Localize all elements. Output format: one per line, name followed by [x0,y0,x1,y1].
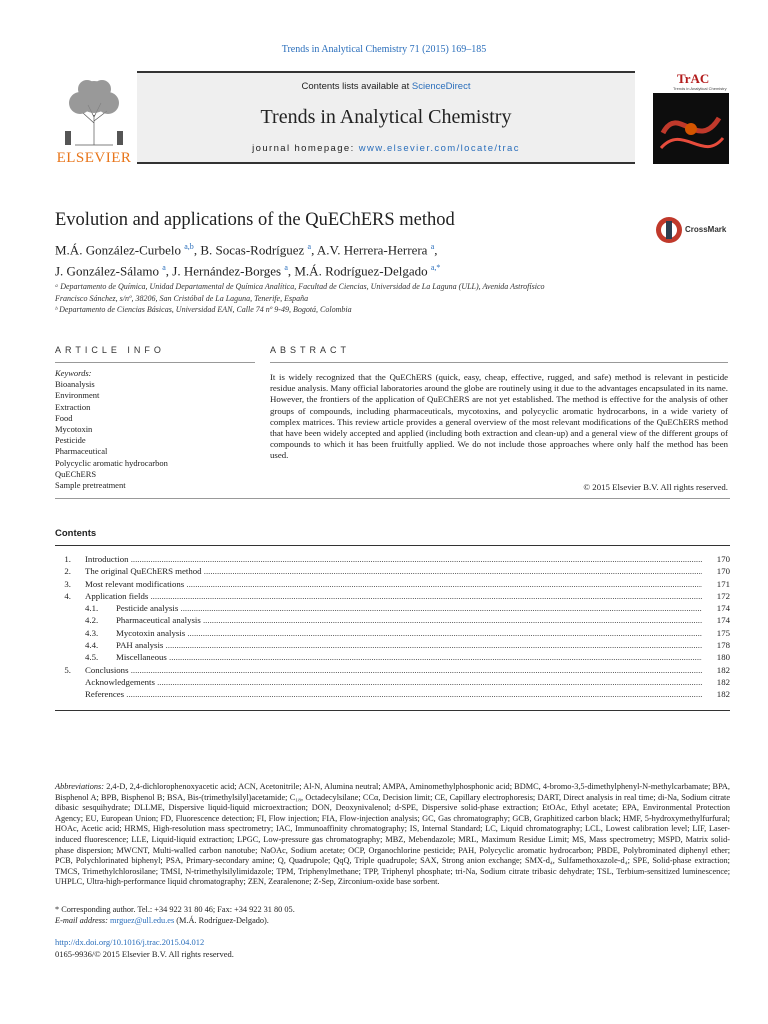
toc-number: 2. [64,566,71,577]
divider [55,710,730,711]
table-of-contents [55,553,730,701]
toc-label[interactable]: Introduction ..... [85,553,702,565]
toc-label[interactable]: Acknowledgements ..... [85,676,702,688]
affiliation-b: ᵇ Departamento de Ciencias Básicas, Universidad EAN, Calle 74 nº 9-49, Bogotá, Colombia [55,305,352,314]
elsevier-logo[interactable] [55,75,133,166]
toc-page: 170 [704,565,730,577]
toc-number: 3. [64,578,71,589]
homepage-link[interactable]: www.elsevier.com/locate/trac [358,143,520,154]
toc-entry[interactable] [55,590,730,602]
author-affil-mark[interactable]: a [162,263,166,273]
cover-subtitle: Trends in Analytical Chemistry [673,86,727,91]
keyword: Environment [55,390,100,401]
author-list [55,238,655,281]
toc-entry[interactable] [55,602,730,614]
author-name[interactable]: J. González-Sálamo [55,263,163,279]
crossmark-badge[interactable] [655,215,730,245]
keyword: Sample pretreatment [55,480,126,491]
issn-copyright: 0165-9936/© 2015 Elsevier B.V. All rights reserved. [55,949,234,959]
toc-number: 5. [64,664,71,675]
masthead-center [137,71,635,164]
toc-label[interactable] [85,639,702,651]
toc-label-text: Mycotoxin analysis [116,627,186,638]
affiliation-a-line1: ᵃ Departamento de Química, Unidad Departamental de Química Analítica, Facultad de Ciencias, Universidad de La Laguna (ULL), Avenida Astrofísico [55,282,545,291]
author-name[interactable]: , A.V. Herrera-Herrera [311,242,431,258]
toc-page: 172 [704,590,730,602]
abbreviations-footnote [55,782,730,888]
email-note [55,916,730,927]
sciencedirect-link[interactable]: ScienceDirect [411,81,471,92]
toc-page: 182 [704,688,730,700]
journal-title: Trends in Analytical Chemistry [260,106,512,128]
toc-page: 171 [704,578,730,590]
keyword: Extraction [55,401,91,412]
journal-homepage [137,143,635,154]
toc-page: 178 [704,639,730,651]
toc-entry[interactable] [55,688,730,700]
toc-entry[interactable] [55,627,730,639]
author-affil-mark[interactable]: a,b [184,242,194,251]
toc-label[interactable]: Application fields ..... [85,590,702,602]
toc-number: 4. [64,590,71,601]
journal-cover-image[interactable] [653,71,729,164]
author-name[interactable]: , M.Á. Rodríguez-Delgado [287,263,431,279]
toc-entry[interactable] [55,553,730,565]
contents-heading: Contents [55,528,97,539]
toc-subnumber: 4.5. [85,652,99,663]
toc-entry[interactable] [55,578,730,590]
toc-label[interactable] [85,627,702,639]
toc-entry[interactable] [55,639,730,651]
toc-entry[interactable] [55,651,730,663]
author-separator: , [434,242,438,258]
divider [55,498,730,499]
toc-label[interactable] [85,602,702,614]
toc-label[interactable]: References ..... [85,688,702,700]
publisher-name: ELSEVIER [56,150,132,166]
toc-label[interactable] [85,651,702,663]
toc-entry[interactable] [55,565,730,577]
abbreviations-label: Abbreviations: [55,782,105,791]
crossmark-icon [655,215,683,245]
abstract-heading: ABSTRACT [270,345,351,355]
keywords-label: Keywords: [55,368,92,378]
toc-label-text: PAH analysis [116,640,164,651]
author-name[interactable]: M.Á. González-Curbelo [55,242,185,258]
author-name[interactable]: , J. Hernández-Borges [165,263,285,279]
email-link[interactable]: mrguez@ull.edu.es [110,916,175,925]
doi-link[interactable]: http://dx.doi.org/10.1016/j.trac.2015.04.012 [55,937,205,947]
toc-label-text: Pesticide analysis [116,603,179,614]
email-suffix: (M.Á. Rodríguez-Delgado). [174,916,269,925]
affiliation-a-line2: Francisco Sánchez, s/nº, 38206, San Cristóbal de La Laguna, Tenerife, España [55,293,309,303]
abstract-copyright: © 2015 Elsevier B.V. All rights reserved. [583,482,728,492]
toc-page: 174 [704,602,730,614]
homepage-prefix: journal homepage: [252,143,359,154]
toc-subnumber: 4.2. [85,615,99,626]
author-affil-mark[interactable]: a,* [430,263,441,273]
author-affil-mark[interactable]: a [284,263,288,273]
abstract-text: It is widely recognized that the QuEChERS (quick, easy, cheap, effective, rugged, and safe) method is relevant in pesticide residue analysis. Many official laboratories around the globe are routinely using it due to the advantages encapsulated in its name. However, the frontiers of the application of QuEChERS are not yet established. The method is effective for the analysis of other groups of compounds, including pharmaceuticals, mycotoxins, and polycyclic aromatic hydrocarbons, in a wide variety of complex matrices. This review article provides a general overview of the most relevant modifications of the QuEChERS method that have been widely accepted and applied (including both extraction and clean-up) and a general view of the different groups of compounds to which it has been fruitfully applied. We do not include those approaches where only half the method has been used. [270,372,728,461]
contents-available [137,81,635,92]
divider [270,362,728,363]
divider [55,545,730,546]
toc-number: 1. [64,554,71,564]
toc-page: 182 [704,664,730,676]
keywords-list [55,368,255,491]
keyword: Bioanalysis [55,379,95,390]
journal-masthead [55,71,730,164]
toc-label[interactable]: Most relevant modifications ..... [85,578,702,590]
toc-label[interactable]: Conclusions ..... [85,664,702,676]
toc-entry[interactable] [55,614,730,626]
toc-subnumber: 4.4. [85,640,99,651]
authors-line-1 [55,238,655,259]
authors-line-2 [55,259,655,280]
keyword: QuEChERS [55,468,97,479]
affiliations [55,281,735,316]
toc-entry[interactable] [55,676,730,688]
journal-citation[interactable]: Trends in Analytical Chemistry 71 (2015) 169–185 [281,44,487,55]
cover-art-icon [653,93,729,164]
toc-page: 174 [704,614,730,626]
article-title: Evolution and applications of the QuEChERS method [55,210,455,230]
toc-label-text: Pharmaceutical analysis [116,615,201,626]
crossmark-label: CrossMark [685,225,727,234]
divider [55,362,255,363]
author-affil-mark[interactable]: a [307,242,312,251]
toc-entry[interactable] [55,664,730,676]
email-label: E-mail address: [55,916,108,925]
author-name[interactable]: , B. Socas-Rodríguez [193,242,308,258]
abbreviations-text: 2,4-D, 2,4-dichlorophenoxyacetic acid; ACN, Acetonitrile; Al-N, Alumina neutral; AMPA, Aminomethylphosphonic acid; BDMC, 4-bromo-3,5-dimethylphenyl-N-methylcarbamate; BPA, Bisphenol A; BPB, Bisphenol B; BSA, Bis-(trimethylsilyl)acetamide; C₁₈, Octadecylsilane; CCα, Decision limit; CE, Capillary electrophoresis; DART, Direct analysis in real time; di-Na, Sodium citrate dibasic sesquihydrate; DLLME, Dispersive liquid-liquid microextraction; DON, Deoxynivalenol; d-SPE, Dispersive solid-phase extraction; EtOAc, Ethyl acetate; EPA, Environmental Protection Agency; EU, European Union; FD, Fluorescence detection; FI, Flow injection; FIA, Flow-injection analysis; GC, Gas chromatography; GCB, Graphitized carbon black; HMF, 5-hydroxymethylfurfural; HOAc, Acetic acid; HRMS, High-resolution mass spectrometry; IAC, Immunoaffinity chromatography; IS, Internal Standard; LC, Liquid chromatography; LCL, Lowest calibration level; LIF, Laser-induced fluorescence; LLE, Liquid-liquid extraction; LPGC, Low-pressure gas chromatography; MBZ, Mebendazole; MRL, Maximum Residue Limit; MS, Mass spectrometry; MSPD, Matrix solid-phase dispersion; MWCNT, Multi-walled carbon nanotube; NaOAc, Sodium acetate; OCP, Organochlorine pesticide; PAH, Polycyclic aromatic hydrocarbon; PBDE, Polybrominated diphenyl ether; PCB, Polychlorinated biphenyl; PSA, Primary-secondary amine; Q, Quadrupole; QqQ, Triple quadrupole; SAX, Strong anion exchange; SMX-d₄, Sulfamethoxazole-d₄; SPE, Solid-phase extraction; TMCS, Trimethylchlorosilane; TMSI, N-trimethylsilylimidazole; TPM, Triphenylmethane; TPP, Triphenyl phosphate; tri-Na, Sodium citrate tribasic dehydrate; TSL, Terbium-sensitized luminescence; UHPLC, Ultra-high-performance liquid chromatography; ZEN, Zearalenone; Z-Sep, Zirconium-oxide base sorbent. [55,782,730,887]
toc-page: 175 [704,627,730,639]
toc-subnumber: 4.3. [85,627,99,638]
corresponding-author-note: * Corresponding author. Tel.: +34 922 31 80 46; Fax: +34 922 31 80 05. [55,905,295,914]
toc-page: 170 [704,553,730,565]
article-info-heading: ARTICLE INFO [55,345,165,355]
toc-page: 182 [704,676,730,688]
keyword: Pesticide [55,435,86,446]
keyword: Polycyclic aromatic hydrocarbon [55,457,168,468]
author-affil-mark[interactable]: a [430,242,435,251]
toc-label-text: Miscellaneous [116,652,167,663]
elsevier-tree-icon [55,75,133,147]
toc-label[interactable]: The original QuEChERS method ..... [85,565,702,577]
keyword: Pharmaceutical [55,446,108,457]
keyword: Food [55,412,73,423]
contents-prefix: Contents lists available at [301,81,412,92]
cover-title: TrAC [677,71,710,86]
toc-label[interactable] [85,614,702,626]
keyword: Mycotoxin [55,424,93,435]
toc-page: 180 [704,651,730,663]
toc-subnumber: 4.1. [85,603,99,614]
